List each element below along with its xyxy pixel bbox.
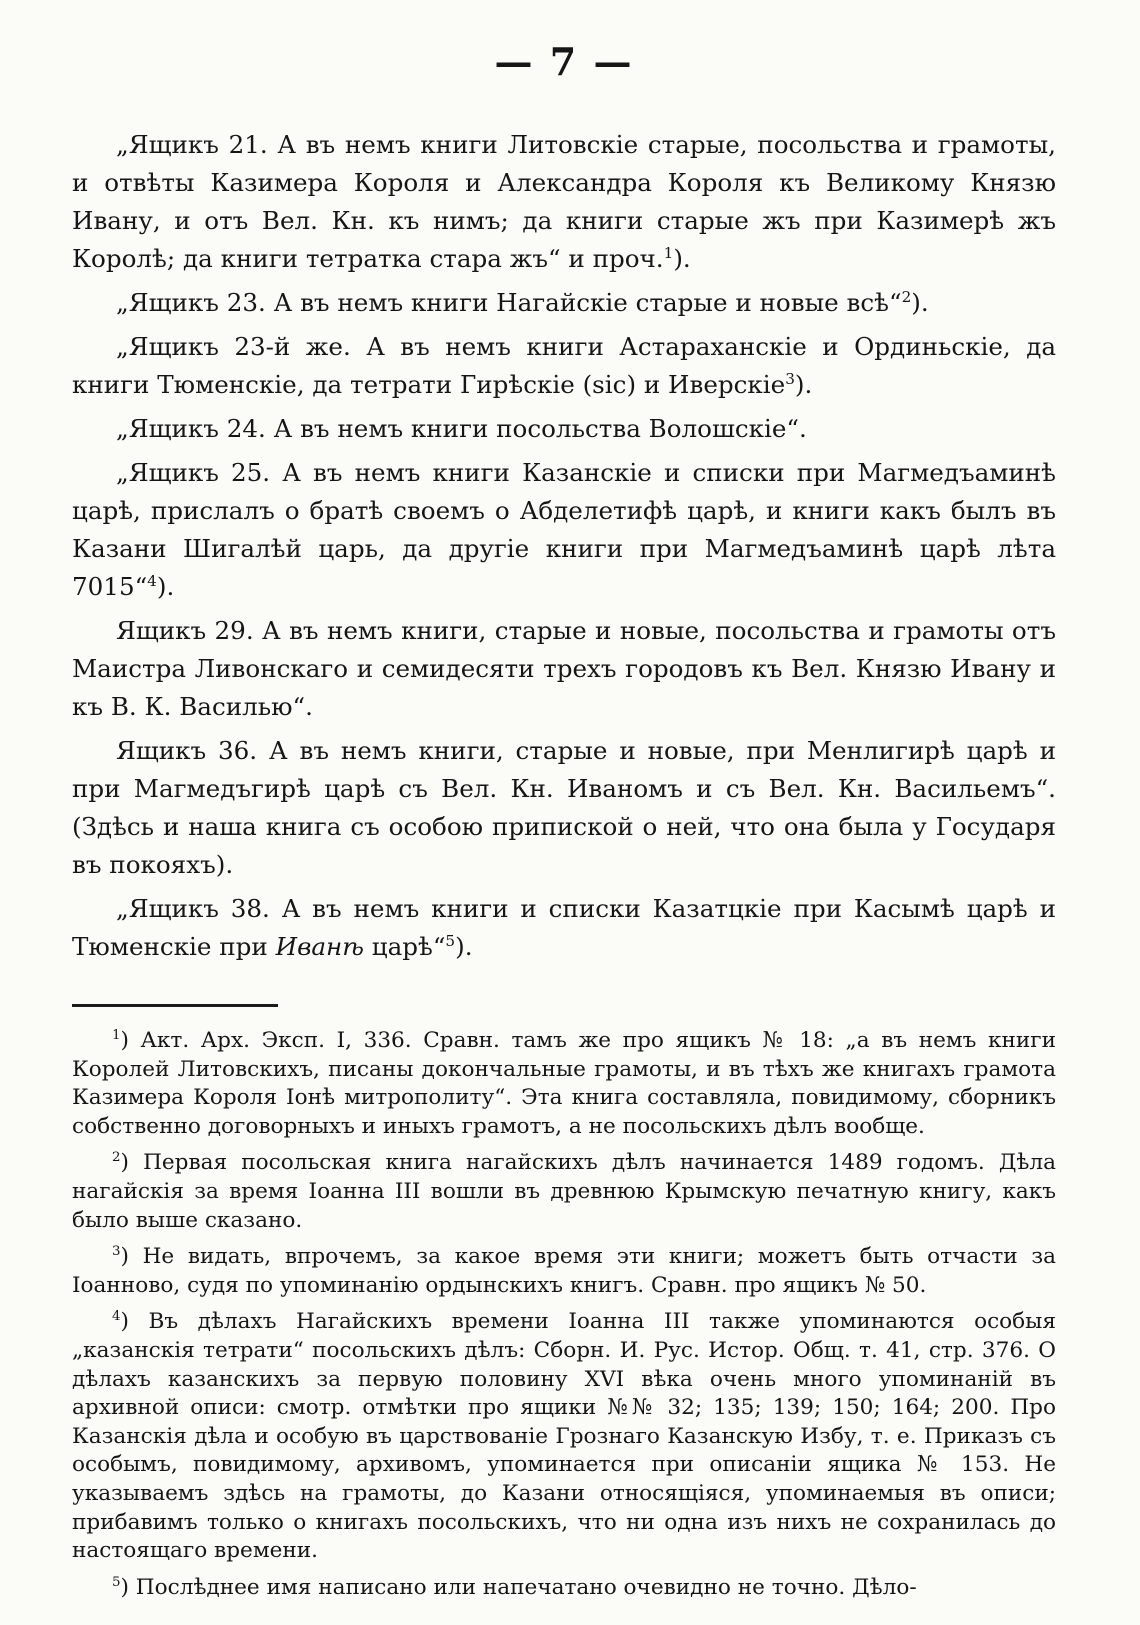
footnote-2: $^2$) Первая посольская книга нагайскихъ дѣлъ начинается 1489 годомъ. Дѣла нагайскія за время Іоанна III вошли въ древнюю Крымскую печатную книгу, какъ было выше сказано. (72, 1150, 1056, 1233)
paragraph-box-38: „Ящикъ 38. А въ немъ книги и списки Казатцкіе при Касымѣ царѣ и Тюменскіе при Иванѣ царѣ“$^5$). (72, 894, 1056, 961)
footnote-ref: 3 (785, 369, 795, 388)
main-text (72, 126, 1056, 966)
paragraph-box-25: „Ящикъ 25. А въ немъ книги Казанскіе и списки при Магмедъаминѣ царѣ, прислалъ о братѣ своемъ о Абделетифѣ царѣ, и книги какъ былъ въ Казани Шигалѣй царь, да другіе книги при Магмедъаминѣ царѣ лѣта 7015“$^4$). (72, 458, 1056, 601)
footnote-number: 3 (112, 1243, 121, 1259)
paragraph-box-21: „Ящикъ 21. А въ немъ книги Литовскіе старые, посольства и грамоты, и отвѣты Казимера Короля и Александра Короля къ Великому Князю Ивану, и отъ Вел. Кн. къ нимъ; да книги старые жъ при Казимерѣ жъ Королѣ; да книги тетратка стара жъ“ и проч.$^1$). (72, 130, 1056, 273)
footnotes (72, 1027, 1056, 1602)
footnote-3: $^3$) Не видать, впрочемъ, за какое время эти книги; можетъ быть отчасти за Іоанново, судя по упоминанію ордынскихъ книгъ. Сравн. про ящикъ № 50. (72, 1243, 1056, 1298)
footnote-5: $^5$) Послѣднее имя написано или напечатано очевидно не точно. Дѣло- (112, 1574, 917, 1600)
footnote-1: $^1$) Акт. Арх. Эксп. I, 336. Сравн. тамъ же про ящикъ № 18: „а въ немъ книги Королей Литовскихъ, писаны докончальные грамоты, и въ тѣхъ же книгахъ грамота Казимера Короля Іонѣ митрополиту“. Эта книга составляла, повидимому, сборникъ собственно договорныхъ и иныхъ грамотъ, а не посольскихъ дѣлъ вообще. (72, 1027, 1056, 1139)
footnote-number: 1 (112, 1027, 121, 1043)
footnote-ref: 5 (445, 931, 456, 950)
paragraph-box-29: Ящикъ 29. А въ немъ книги, старые и новые, посольства и грамоты отъ Маистра Ливонскаго и семидесяти трехъ городовъ къ Вел. Князю Ивану и къ В. К. Василью“. (72, 616, 1056, 721)
footnote-ref: 2 (901, 287, 912, 306)
footnote-ref: 4 (147, 571, 157, 590)
footnote-number: 4 (112, 1309, 121, 1325)
footnote-4: $^4$) Въ дѣлахъ Нагайскихъ времени Іоанна III также упоминаются особыя „казанскія тетрати“ посольскихъ дѣлъ: Сборн. И. Рус. Истор. Общ. т. 41, стр. 376. О дѣлахъ казанскихъ за первую половину XVI вѣка очень много упоминаній въ архивной описи: смотр. отмѣтки про ящики №№ 32; 135; 139; 150; 164; 200. Про Казанскія дѣла и особую въ царствованіе Грознаго Казанскую Избу, т. е. Приказъ съ особымъ, повидимому, архивомъ, упоминается при описаніи ящика № 153. Не указываемъ здѣсь на грамоты, до Казани относящіяся, упоминаемыя въ описи; прибавимъ только о книгахъ посольскихъ, что ни одна изъ нихъ не сохранилась до настоящаго времени. (72, 1309, 1056, 1564)
footnote-number: 5 (112, 1574, 121, 1590)
footnote-ref: 1 (663, 243, 674, 262)
italic-name: Иванѣ (275, 932, 364, 961)
paragraph-box-23-bis: „Ящикъ 23-й же. А въ немъ книги Астараханскіе и Ординьскіе, да книги Тюменскіе, да тетрати Гирѣскіе (sic) и Иверскіе$^3$). (72, 332, 1056, 399)
footnote-divider (72, 1004, 278, 1007)
paragraph-box-23: „Ящикъ 23. А въ немъ книги Нагайскіе старые и новые всѣ“$^2$). (116, 287, 929, 317)
paragraph-box-36: Ящикъ 36. А въ немъ книги, старые и новые, при Менлигирѣ царѣ и при Магмедъгирѣ царѣ съ Вел. Кн. Иваномъ и съ Вел. Кн. Васильемъ“. (Здѣсь и наша книга съ особою припиской о ней, что она была у Государя въ покояхъ). (72, 736, 1056, 879)
footnote-number: 2 (112, 1150, 121, 1166)
paragraph-box-24: „Ящикъ 24. А въ немъ книги посольства Волошскіе“. (116, 414, 807, 443)
page-number: — 7 — (494, 39, 634, 84)
